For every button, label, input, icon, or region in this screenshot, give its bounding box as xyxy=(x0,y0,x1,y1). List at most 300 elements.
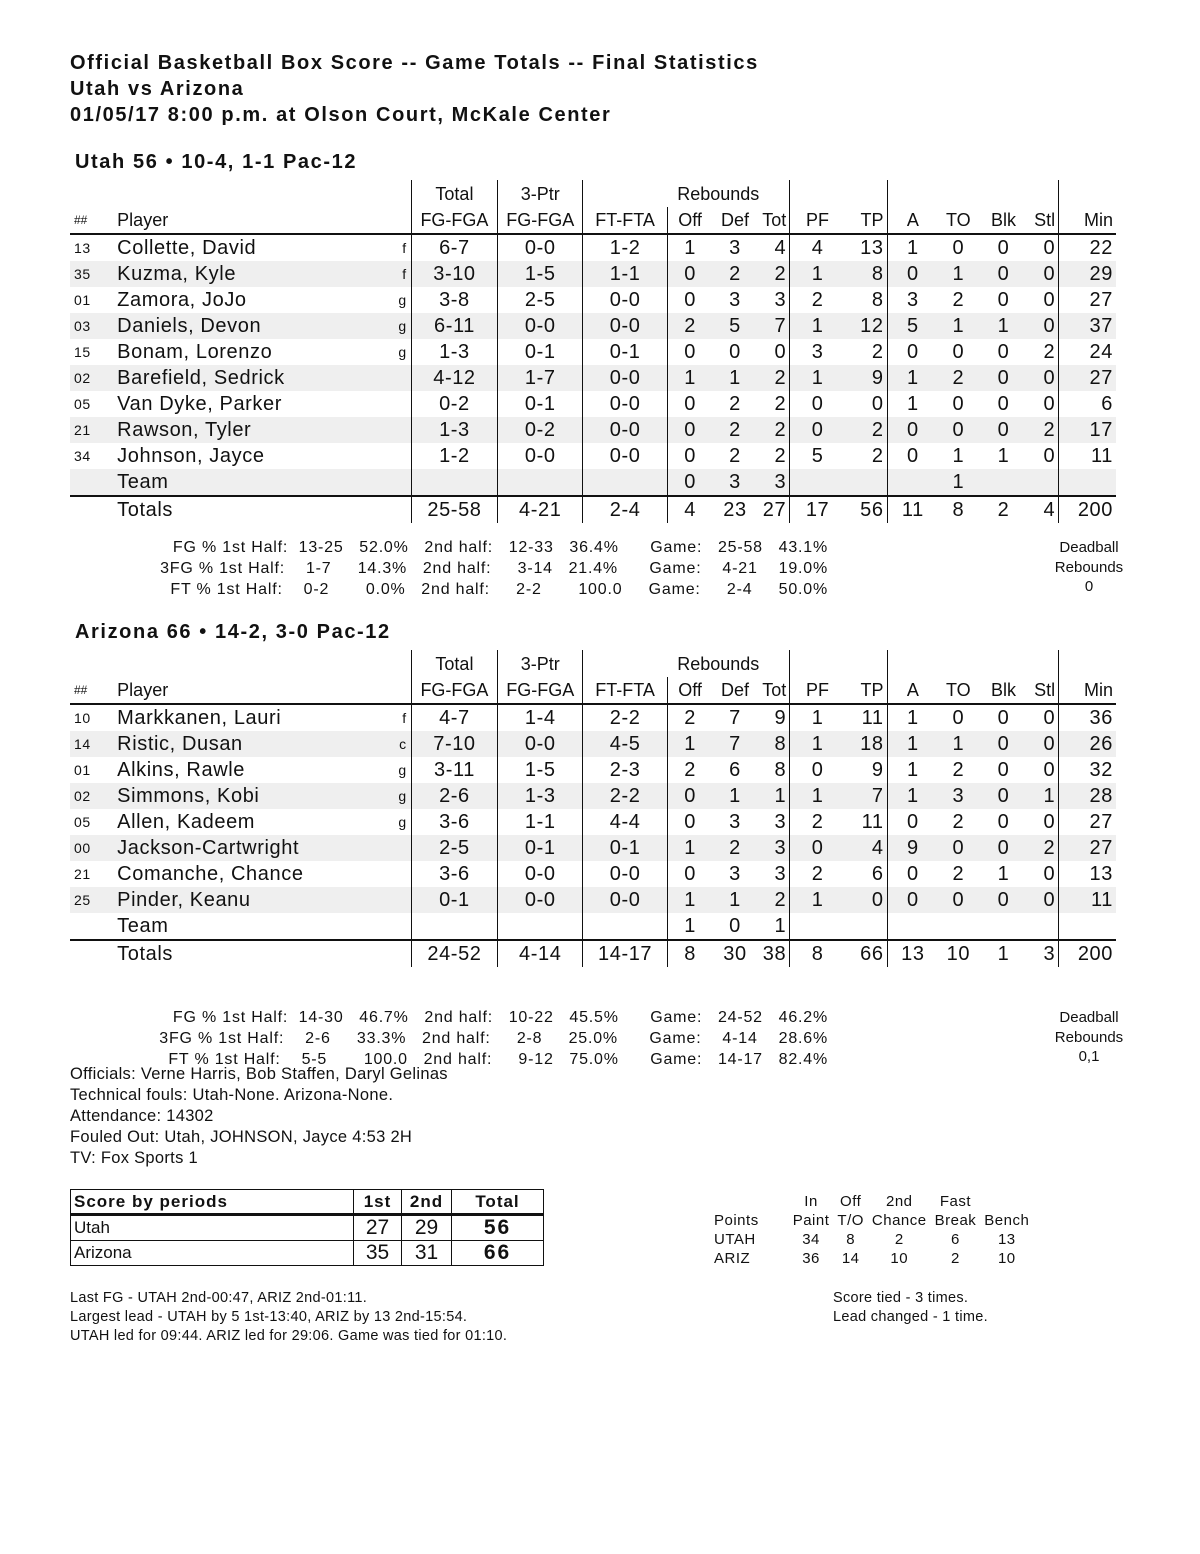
assists: 1 xyxy=(887,391,938,417)
three-fg-fga: 0-0 xyxy=(498,861,583,887)
personal-fouls xyxy=(790,913,845,940)
player-name: Team xyxy=(117,915,169,937)
assists-header: A xyxy=(887,677,938,704)
three-fg-fga: 1-5 xyxy=(498,757,583,783)
player-name: Bonam, Lorenzo xyxy=(117,341,273,363)
position xyxy=(393,887,411,913)
player-name: Kuzma, Kyle xyxy=(117,261,393,287)
total-assists: 11 xyxy=(887,496,938,523)
minutes: 11 xyxy=(1059,887,1116,913)
off-reb: 1 xyxy=(667,234,712,261)
assists-header: A xyxy=(887,207,938,234)
position xyxy=(393,417,411,443)
points-value: 6 xyxy=(951,1231,960,1248)
tot-reb: 2 xyxy=(758,261,790,287)
off-reb: 1 xyxy=(667,913,712,940)
ft-fta: 0-1 xyxy=(583,339,667,365)
minutes: 29 xyxy=(1059,261,1116,287)
fg-fga: 3-10 xyxy=(411,261,497,287)
three-fg-fga-header: FG-FGA xyxy=(498,677,583,704)
deadball-line: 0 xyxy=(1084,578,1094,595)
ft-fta: 0-0 xyxy=(583,861,667,887)
player-row xyxy=(70,391,1116,417)
turnovers: 2 xyxy=(952,863,965,885)
def-reb: 0 xyxy=(729,341,741,363)
assists: 1 xyxy=(887,783,938,809)
total-off-reb: 4 xyxy=(667,496,712,523)
team-heading: Utah 56 • 10-4, 1-1 Pac-12 xyxy=(75,151,358,173)
tot-reb: 3 xyxy=(774,289,787,311)
minutes xyxy=(1059,469,1116,496)
blocks: 0 xyxy=(978,417,1028,443)
ft-fta: 0-0 xyxy=(583,287,667,313)
assists: 1 xyxy=(887,365,938,391)
total-player-name: Totals xyxy=(117,496,393,523)
total-points: 0 xyxy=(845,887,887,913)
total-points: 4 xyxy=(845,835,887,861)
total-steals: 3 xyxy=(1029,940,1059,967)
total-header: Total xyxy=(452,1190,544,1215)
assists: 0 xyxy=(887,861,938,887)
three-fg-fga: 2-5 xyxy=(498,287,583,313)
assists xyxy=(887,913,938,940)
off-reb-header: Off xyxy=(667,677,712,704)
position xyxy=(393,391,411,417)
position xyxy=(393,861,411,887)
jersey-number: 05 xyxy=(74,396,91,412)
turnovers: 1 xyxy=(938,731,978,757)
player-row xyxy=(70,783,1116,809)
fg-fga: 3-8 xyxy=(411,287,497,313)
blocks: 0 xyxy=(997,341,1010,363)
player-name: Zamora, JoJo xyxy=(117,289,247,311)
three-group-label: 3-Ptr xyxy=(498,650,583,677)
assists: 0 xyxy=(887,417,938,443)
jersey-number: 21 xyxy=(70,417,117,443)
def-reb: 1 xyxy=(712,365,757,391)
blocks: 0 xyxy=(997,811,1010,833)
points-value: 36 xyxy=(802,1250,820,1267)
def-reb: 7 xyxy=(729,707,741,729)
minutes: 26 xyxy=(1059,731,1116,757)
points-header: Bench xyxy=(984,1212,1030,1229)
blocks: 1 xyxy=(978,313,1028,339)
fg-fga xyxy=(411,913,497,940)
off-reb: 1 xyxy=(667,365,712,391)
three-fg-fga: 0-1 xyxy=(498,391,583,417)
personal-fouls: 5 xyxy=(790,443,845,469)
total-player-name: Totals xyxy=(117,940,393,967)
total-position xyxy=(393,496,411,523)
minutes: 13 xyxy=(1059,861,1116,887)
three-fg-fga: 1-3 xyxy=(498,783,583,809)
turnovers: 0 xyxy=(938,835,978,861)
minutes: 27 xyxy=(1059,365,1116,391)
position xyxy=(393,913,411,940)
tot-reb: 3 xyxy=(758,469,790,496)
assists: 0 xyxy=(887,261,938,287)
player-row xyxy=(70,861,1116,887)
tot-reb: 3 xyxy=(774,811,787,833)
steals: 0 xyxy=(1043,289,1056,311)
period-score: 31 xyxy=(402,1241,452,1266)
tot-reb-header: Tot xyxy=(758,677,790,704)
total-points: 0 xyxy=(871,393,884,415)
minutes: 6 xyxy=(1059,391,1116,417)
points-row xyxy=(710,1230,1033,1249)
total-points: 2 xyxy=(871,445,884,467)
blocks: 1 xyxy=(997,863,1010,885)
jersey-number: 05 xyxy=(74,814,91,830)
off-reb: 0 xyxy=(667,443,712,469)
total-total-points: 66 xyxy=(845,940,887,967)
player-name-header: Player xyxy=(117,677,393,704)
period-2-header: 2nd xyxy=(402,1190,452,1215)
total-group-label: Total xyxy=(411,650,497,677)
tot-reb: 3 xyxy=(758,835,790,861)
personal-fouls: 1 xyxy=(790,313,845,339)
assists: 0 xyxy=(887,339,938,365)
personal-fouls: 1 xyxy=(790,783,845,809)
player-row xyxy=(70,234,1116,261)
fg-fga: 6-7 xyxy=(411,234,497,261)
position xyxy=(393,835,411,861)
player-name: Comanche, Chance xyxy=(117,863,304,885)
shooting-percentages: 3FG % 1st Half: 1-7 14.3% 2nd half: 3-14 21.4% Game: 4-21 19.0% xyxy=(160,560,828,577)
jersey-number-header: ## xyxy=(70,207,117,234)
deadball-line: Deadball xyxy=(1059,1009,1119,1026)
steals: 0 xyxy=(1043,445,1056,467)
steals-header: Stl xyxy=(1029,677,1059,704)
jersey-number xyxy=(70,469,117,496)
player-name: Team xyxy=(117,469,393,496)
ft-fta xyxy=(583,913,667,940)
jersey-number: 34 xyxy=(74,448,91,464)
blocks: 0 xyxy=(978,261,1028,287)
def-reb: 1 xyxy=(712,887,757,913)
column-header xyxy=(70,677,1116,704)
ft-fta: 1-1 xyxy=(583,261,667,287)
points-header: Off xyxy=(840,1193,862,1210)
personal-fouls: 2 xyxy=(790,861,845,887)
three-fg-fga: 0-2 xyxy=(498,417,583,443)
points-team: ARIZ xyxy=(714,1250,751,1267)
personal-fouls: 0 xyxy=(790,391,845,417)
period-1-header: 1st xyxy=(354,1190,402,1215)
def-reb: 3 xyxy=(712,469,757,496)
total-turnovers: 10 xyxy=(938,940,978,967)
steals: 0 xyxy=(1029,261,1059,287)
personal-fouls: 0 xyxy=(790,417,845,443)
steals: 2 xyxy=(1029,835,1059,861)
turnovers: 0 xyxy=(952,393,965,415)
points-header: 2nd xyxy=(885,1193,913,1210)
steals-header: Stl xyxy=(1029,207,1059,234)
total-group-label: Total xyxy=(411,180,497,207)
def-reb: 7 xyxy=(712,731,757,757)
tot-reb: 0 xyxy=(774,341,787,363)
points-header xyxy=(980,1192,1033,1211)
total-points: 13 xyxy=(860,237,884,259)
player-row xyxy=(70,443,1116,469)
ft-fta xyxy=(583,469,667,496)
steals: 0 xyxy=(1043,707,1056,729)
position: c xyxy=(393,731,411,757)
jersey-number xyxy=(70,913,117,940)
position: g xyxy=(393,783,411,809)
points-header xyxy=(710,1192,789,1211)
footer-left xyxy=(70,1289,507,1346)
points-breakdown-table xyxy=(710,1192,1033,1268)
total-three-fg-fga: 4-14 xyxy=(498,940,583,967)
ft-fta: 0-0 xyxy=(583,313,667,339)
steals: 0 xyxy=(1029,365,1059,391)
score-tied: Score tied - 3 times. xyxy=(833,1290,969,1306)
fg-fga: 2-6 xyxy=(411,783,497,809)
tv: TV: Fox Sports 1 xyxy=(70,1149,198,1167)
attendance: Attendance: 14302 xyxy=(70,1107,214,1125)
off-reb: 2 xyxy=(667,313,712,339)
personal-fouls: 4 xyxy=(790,234,845,261)
turnovers: 1 xyxy=(938,469,978,496)
ft-fta: 2-3 xyxy=(583,757,667,783)
player-row xyxy=(70,417,1116,443)
off-reb: 0 xyxy=(667,783,712,809)
turnovers-header: TO xyxy=(938,207,978,234)
assists: 0 xyxy=(887,887,938,913)
turnovers: 2 xyxy=(952,811,965,833)
box-score-table xyxy=(70,650,1116,967)
points-value: 2 xyxy=(894,1231,904,1248)
fg-fga: 4-7 xyxy=(411,704,497,731)
position xyxy=(393,443,411,469)
assists: 1 xyxy=(887,757,938,783)
steals: 0 xyxy=(1043,811,1056,833)
off-reb: 0 xyxy=(667,261,712,287)
off-reb: 0 xyxy=(667,391,712,417)
shooting-percentages: FT % 1st Half: 0-2 0.0% 2nd half: 2-2 100.0 Game: 2-4 50.0% xyxy=(170,581,828,598)
steals: 2 xyxy=(1029,417,1059,443)
def-reb: 2 xyxy=(729,445,741,467)
turnovers: 2 xyxy=(952,759,965,781)
turnovers: 3 xyxy=(938,783,978,809)
officials: Officials: Verne Harris, Bob Staffen, Daryl Gelinas xyxy=(70,1065,448,1083)
points-value: 8 xyxy=(846,1231,856,1248)
player-row xyxy=(70,731,1116,757)
time-led: UTAH led for 09:44. ARIZ led for 29:06. Game was tied for 01:10. xyxy=(70,1328,508,1344)
def-reb: 1 xyxy=(712,783,757,809)
fg-fga: 1-3 xyxy=(411,417,497,443)
player-row xyxy=(70,261,1116,287)
personal-fouls: 1 xyxy=(790,887,845,913)
tot-reb: 2 xyxy=(758,365,790,391)
assists: 1 xyxy=(887,704,938,731)
total-points: 9 xyxy=(871,759,884,781)
steals: 0 xyxy=(1043,759,1056,781)
total-points-header: TP xyxy=(845,207,887,234)
player-row xyxy=(70,887,1116,913)
blocks xyxy=(978,469,1028,496)
blocks: 0 xyxy=(978,783,1028,809)
ft-fta-header: FT-FTA xyxy=(583,677,667,704)
minutes-header: Min xyxy=(1059,207,1116,234)
deadball-line: Deadball xyxy=(1059,539,1119,556)
blocks: 0 xyxy=(997,707,1010,729)
player-name: Ristic, Dusan xyxy=(117,731,393,757)
player-name: Simmons, Kobi xyxy=(117,783,393,809)
fg-fga: 1-3 xyxy=(411,339,497,365)
footer-right xyxy=(833,1289,988,1327)
tot-reb: 2 xyxy=(774,393,787,415)
three-fg-fga: 1-1 xyxy=(498,809,583,835)
off-reb: 0 xyxy=(667,861,712,887)
player-row xyxy=(70,313,1116,339)
off-reb: 0 xyxy=(667,417,712,443)
off-reb: 1 xyxy=(667,731,712,757)
blocks: 0 xyxy=(978,731,1028,757)
three-fg-fga xyxy=(498,913,583,940)
ft-fta: 0-1 xyxy=(583,835,667,861)
total-points xyxy=(845,469,887,496)
fg-fga: 6-11 xyxy=(411,313,497,339)
score-by-periods-table xyxy=(70,1189,544,1266)
blocks: 0 xyxy=(997,759,1010,781)
player-row xyxy=(70,835,1116,861)
player-name: Van Dyke, Parker xyxy=(117,393,283,415)
def-reb: 6 xyxy=(729,759,741,781)
blocks xyxy=(978,913,1028,940)
position: f xyxy=(393,261,411,287)
total-personal-fouls: 17 xyxy=(790,496,845,523)
minutes xyxy=(1059,913,1116,940)
deadball-rebounds xyxy=(1034,1008,1144,1067)
rebounds-group-label: Rebounds xyxy=(677,653,760,674)
total-points: 6 xyxy=(871,863,884,885)
def-reb-header: Def xyxy=(712,677,757,704)
player-name: Collette, David xyxy=(117,237,257,259)
tot-reb: 9 xyxy=(774,707,787,729)
fg-fga-header: FG-FGA xyxy=(411,677,497,704)
jersey-number: 01 xyxy=(74,762,91,778)
shooting-percentages: FG % 1st Half: 13-25 52.0% 2nd half: 12-33 36.4% Game: 25-58 43.1% xyxy=(172,539,828,556)
points-value: 2 xyxy=(951,1250,960,1267)
personal-fouls: 3 xyxy=(790,339,845,365)
blocks: 0 xyxy=(978,887,1028,913)
deadball-line: Rebounds xyxy=(1054,1028,1124,1046)
tot-reb-header: Tot xyxy=(758,207,790,234)
jersey-number: 03 xyxy=(70,313,117,339)
three-group-label: 3-Ptr xyxy=(498,180,583,207)
personal-fouls: 2 xyxy=(790,287,845,313)
ft-fta: 0-0 xyxy=(583,443,667,469)
points-value: 34 xyxy=(802,1231,820,1248)
def-reb: 3 xyxy=(729,811,741,833)
off-reb: 2 xyxy=(667,704,712,731)
minutes: 17 xyxy=(1059,417,1116,443)
tot-reb: 2 xyxy=(774,445,787,467)
minutes-header: Min xyxy=(1059,677,1116,704)
def-reb: 2 xyxy=(712,835,757,861)
total-points: 11 xyxy=(861,707,884,729)
steals: 0 xyxy=(1029,731,1059,757)
three-fg-fga: 0-0 xyxy=(498,731,583,757)
player-name: Pinder, Keanu xyxy=(117,887,393,913)
lead-changed: Lead changed - 1 time. xyxy=(833,1309,988,1325)
steals: 0 xyxy=(1043,393,1056,415)
def-reb: 5 xyxy=(712,313,757,339)
def-reb: 2 xyxy=(712,417,757,443)
def-reb: 3 xyxy=(729,289,741,311)
column-group-header xyxy=(70,650,1116,677)
off-reb: 2 xyxy=(667,757,712,783)
personal-fouls: 0 xyxy=(790,835,845,861)
deadball-line: 0,1 xyxy=(1078,1048,1100,1065)
position xyxy=(393,365,411,391)
period-score: 27 xyxy=(354,1215,402,1241)
player-name: Alkins, Rawle xyxy=(117,759,246,781)
ft-fta: 4-4 xyxy=(583,809,667,835)
def-reb: 2 xyxy=(712,261,757,287)
assists: 9 xyxy=(887,835,938,861)
player-row xyxy=(70,809,1116,835)
total-jersey-number xyxy=(70,496,117,523)
ft-fta: 1-2 xyxy=(583,234,667,261)
total-turnovers: 8 xyxy=(938,496,978,523)
turnovers: 0 xyxy=(938,887,978,913)
periods-header: Score by periods xyxy=(71,1190,354,1215)
steals: 1 xyxy=(1029,783,1059,809)
jersey-number: 25 xyxy=(70,887,117,913)
total-three-fg-fga: 4-21 xyxy=(498,496,583,523)
position: f xyxy=(402,240,407,256)
three-fg-fga: 0-0 xyxy=(498,234,583,261)
tot-reb: 8 xyxy=(758,731,790,757)
points-header: Fast xyxy=(939,1193,972,1210)
steals: 0 xyxy=(1043,863,1056,885)
total-blocks: 1 xyxy=(978,940,1028,967)
position xyxy=(393,469,411,496)
blocks: 0 xyxy=(978,835,1028,861)
total-fg-fga: 24-52 xyxy=(411,940,497,967)
def-reb-header: Def xyxy=(712,207,757,234)
points-value: 13 xyxy=(997,1231,1016,1248)
player-row xyxy=(70,469,1116,496)
tot-reb: 4 xyxy=(774,237,787,259)
player-row xyxy=(70,287,1116,313)
points-value: 14 xyxy=(841,1250,860,1267)
off-reb: 1 xyxy=(667,835,712,861)
team-name: Utah xyxy=(71,1215,354,1241)
shooting-percentages: FT % 1st Half: 5-5 100.0 2nd half: 9-12 75.0% Game: 14-17 82.4% xyxy=(168,1051,828,1068)
total-off-reb: 8 xyxy=(667,940,712,967)
assists: 3 xyxy=(887,287,938,313)
total-score: 66 xyxy=(452,1241,544,1266)
minutes: 27 xyxy=(1059,835,1116,861)
total-personal-fouls: 8 xyxy=(790,940,845,967)
personal-fouls-header: PF xyxy=(790,677,845,704)
three-fg-fga-header: FG-FGA xyxy=(498,207,583,234)
personal-fouls: 1 xyxy=(790,731,845,757)
personal-fouls: 1 xyxy=(790,261,845,287)
personal-fouls: 1 xyxy=(790,704,845,731)
jersey-number: 35 xyxy=(70,261,117,287)
position: f xyxy=(402,710,407,726)
three-fg-fga xyxy=(498,469,583,496)
tot-reb: 1 xyxy=(774,915,787,937)
personal-fouls: 2 xyxy=(790,809,845,835)
total-points: 9 xyxy=(845,365,887,391)
total-position xyxy=(393,940,411,967)
